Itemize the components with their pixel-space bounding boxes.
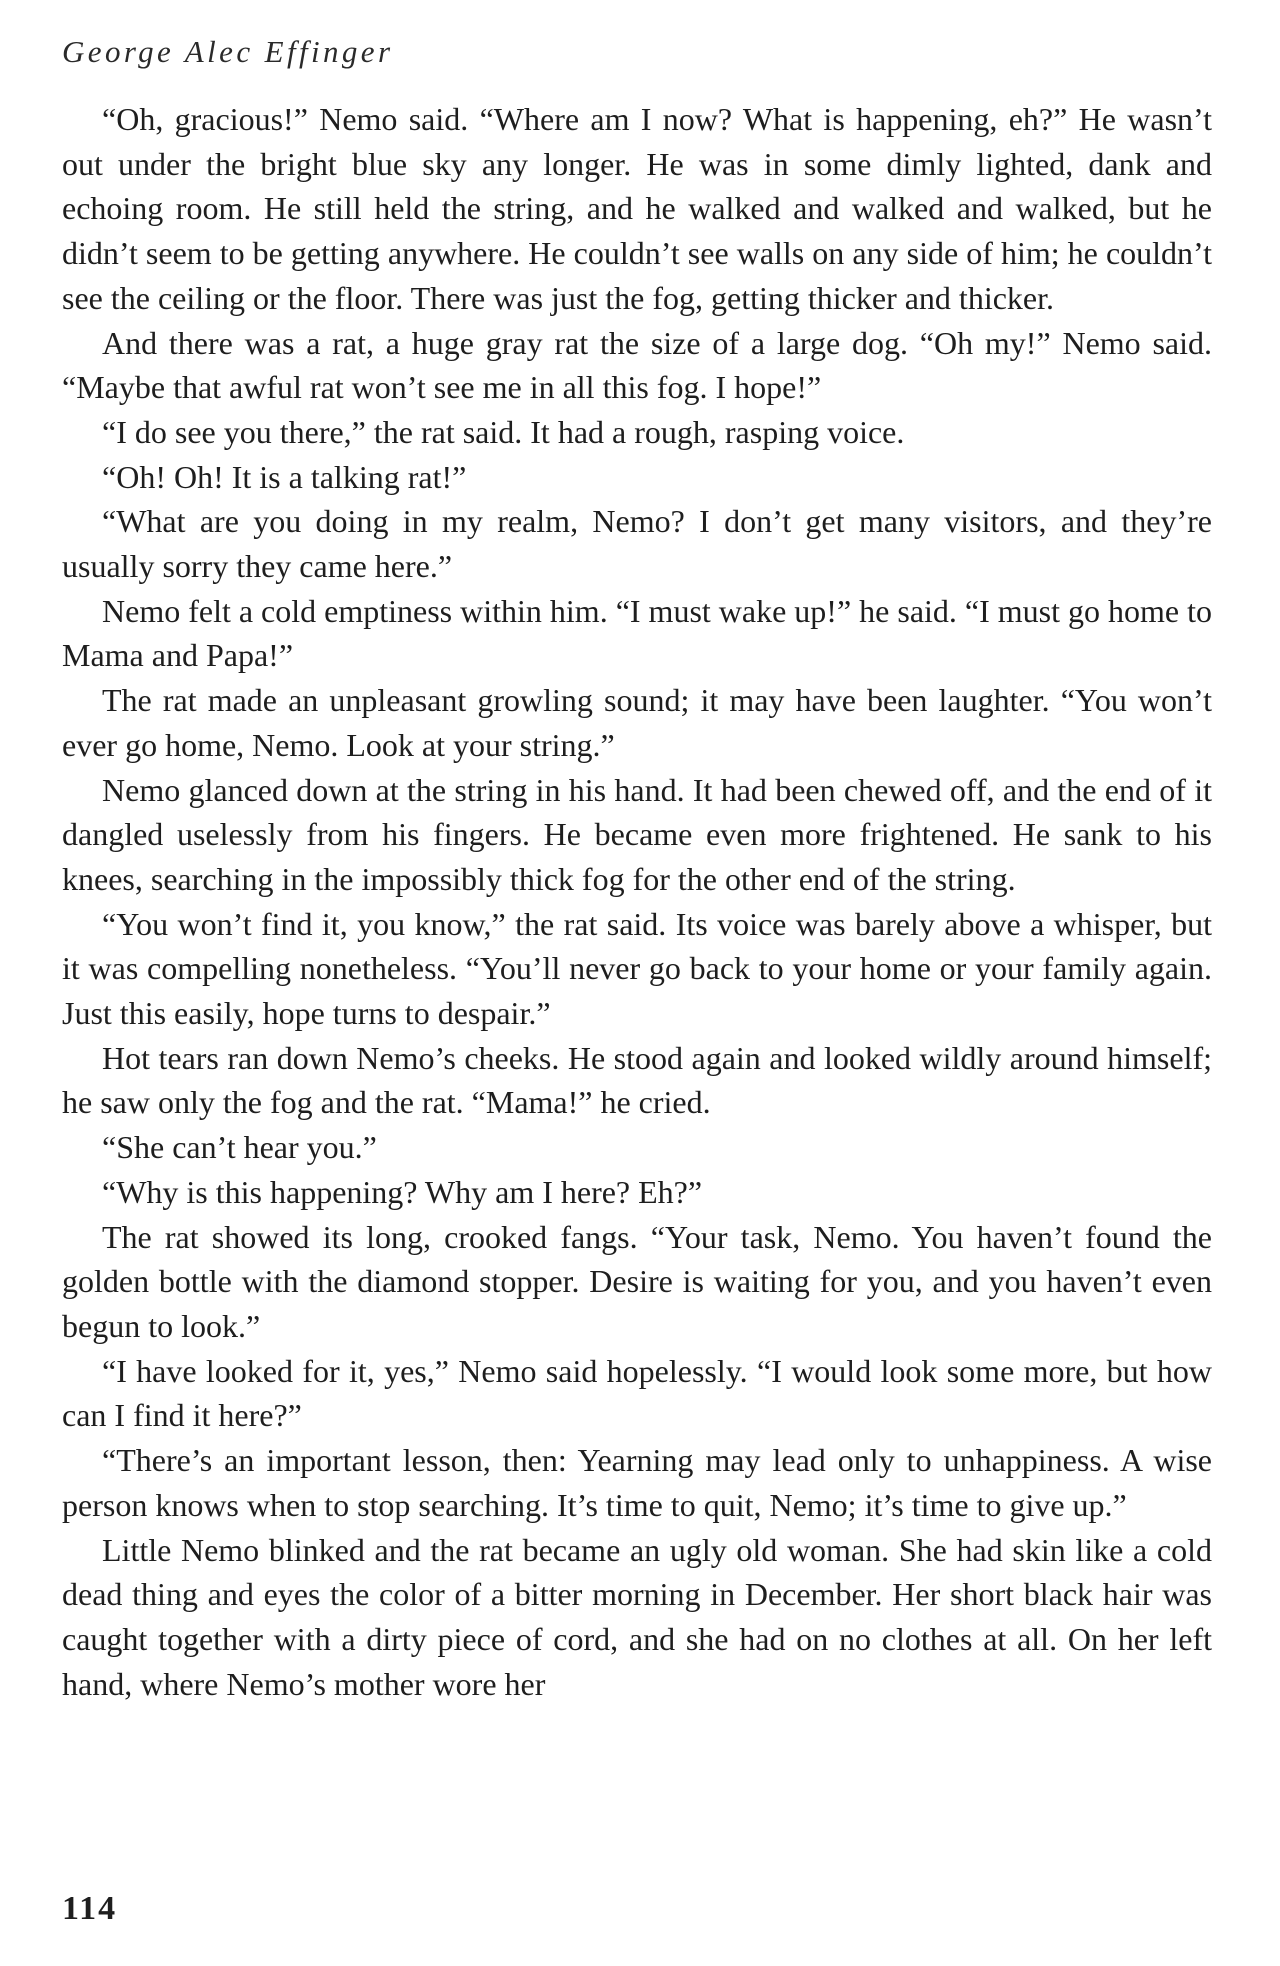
paragraph: “Oh, gracious!” Nemo said. “Where am I now? What is happening, eh?” He wasn’t out under the bright blue sky any longer. He was in some dimly lighted, dank and echoing room. He still held the string, and he walked and walked and walked, but he didn’t seem to be getting anywhere. He couldn’t see walls on any side of him; he couldn’t see the ceiling or the floor. There was just the fog, getting thicker and thicker.: [62, 101, 1212, 316]
paragraph: “There’s an important lesson, then: Yearning may lead only to unhappiness. A wise person knows when to stop searching. It’s time to quit, Nemo; it’s time to give up.”: [62, 1442, 1212, 1523]
paragraph: “Oh! Oh! It is a talking rat!”: [102, 458, 467, 495]
paragraph: “She can’t hear you.”: [102, 1129, 377, 1166]
paragraph: The rat made an unpleasant growling sound; it may have been laughter. “You won’t ever go home, Nemo. Look at your string.”: [62, 682, 1212, 763]
paragraph: Nemo felt a cold emptiness within him. “I must wake up!” he said. “I must go home to Mama and Papa!”: [62, 592, 1212, 674]
page-number: 114: [62, 1890, 118, 1927]
body-text: [62, 97, 1212, 1706]
paragraph: “I have looked for it, yes,” Nemo said hopelessly. “I would look some more, but how can I find it here?”: [62, 1352, 1212, 1434]
paragraph: “You won’t find it, you know,” the rat said. Its voice was barely above a whisper, but it was compelling nonetheless. “You’ll never go back to your home or your family again. Just this easily, hope turns to despair.”: [62, 905, 1212, 1032]
paragraph: “Why is this happening? Why am I here? Eh?”: [102, 1173, 703, 1210]
paragraph: The rat showed its long, crooked fangs. “Your task, Nemo. You haven’t found the golden bottle with the diamond stopper. Desire is waiting for you, and you haven’t even begun to look.”: [62, 1218, 1212, 1344]
paragraph: Hot tears ran down Nemo’s cheeks. He stood again and looked wildly around himself; he saw only the fog and the rat. “Mama!” he cried.: [62, 1039, 1212, 1121]
running-head-author: George Alec Effinger: [62, 34, 394, 69]
paragraph: “What are you doing in my realm, Nemo? I don’t get many visitors, and they’re usually sorry they came here.”: [62, 503, 1212, 585]
paragraph: Little Nemo blinked and the rat became an ugly old woman. She had skin like a cold dead thing and eyes the color of a bitter morning in December. Her short black hair was caught together with a dirty piece of cord, and she had on no clothes at all. On her left hand, where Nemo’s mother wore her: [62, 1531, 1212, 1702]
paragraph: “I do see you there,” the rat said. It had a rough, rasping voice.: [102, 413, 905, 450]
paragraph: And there was a rat, a huge gray rat the size of a large dog. “Oh my!” Nemo said. “Maybe that awful rat won’t see me in all this fog. I hope!”: [62, 324, 1212, 406]
paragraph: Nemo glanced down at the string in his hand. It had been chewed off, and the end of it dangled uselessly from his fingers. He became even more frightened. He sank to his knees, searching in the impossibly thick fog for the other end of the string.: [62, 771, 1212, 897]
